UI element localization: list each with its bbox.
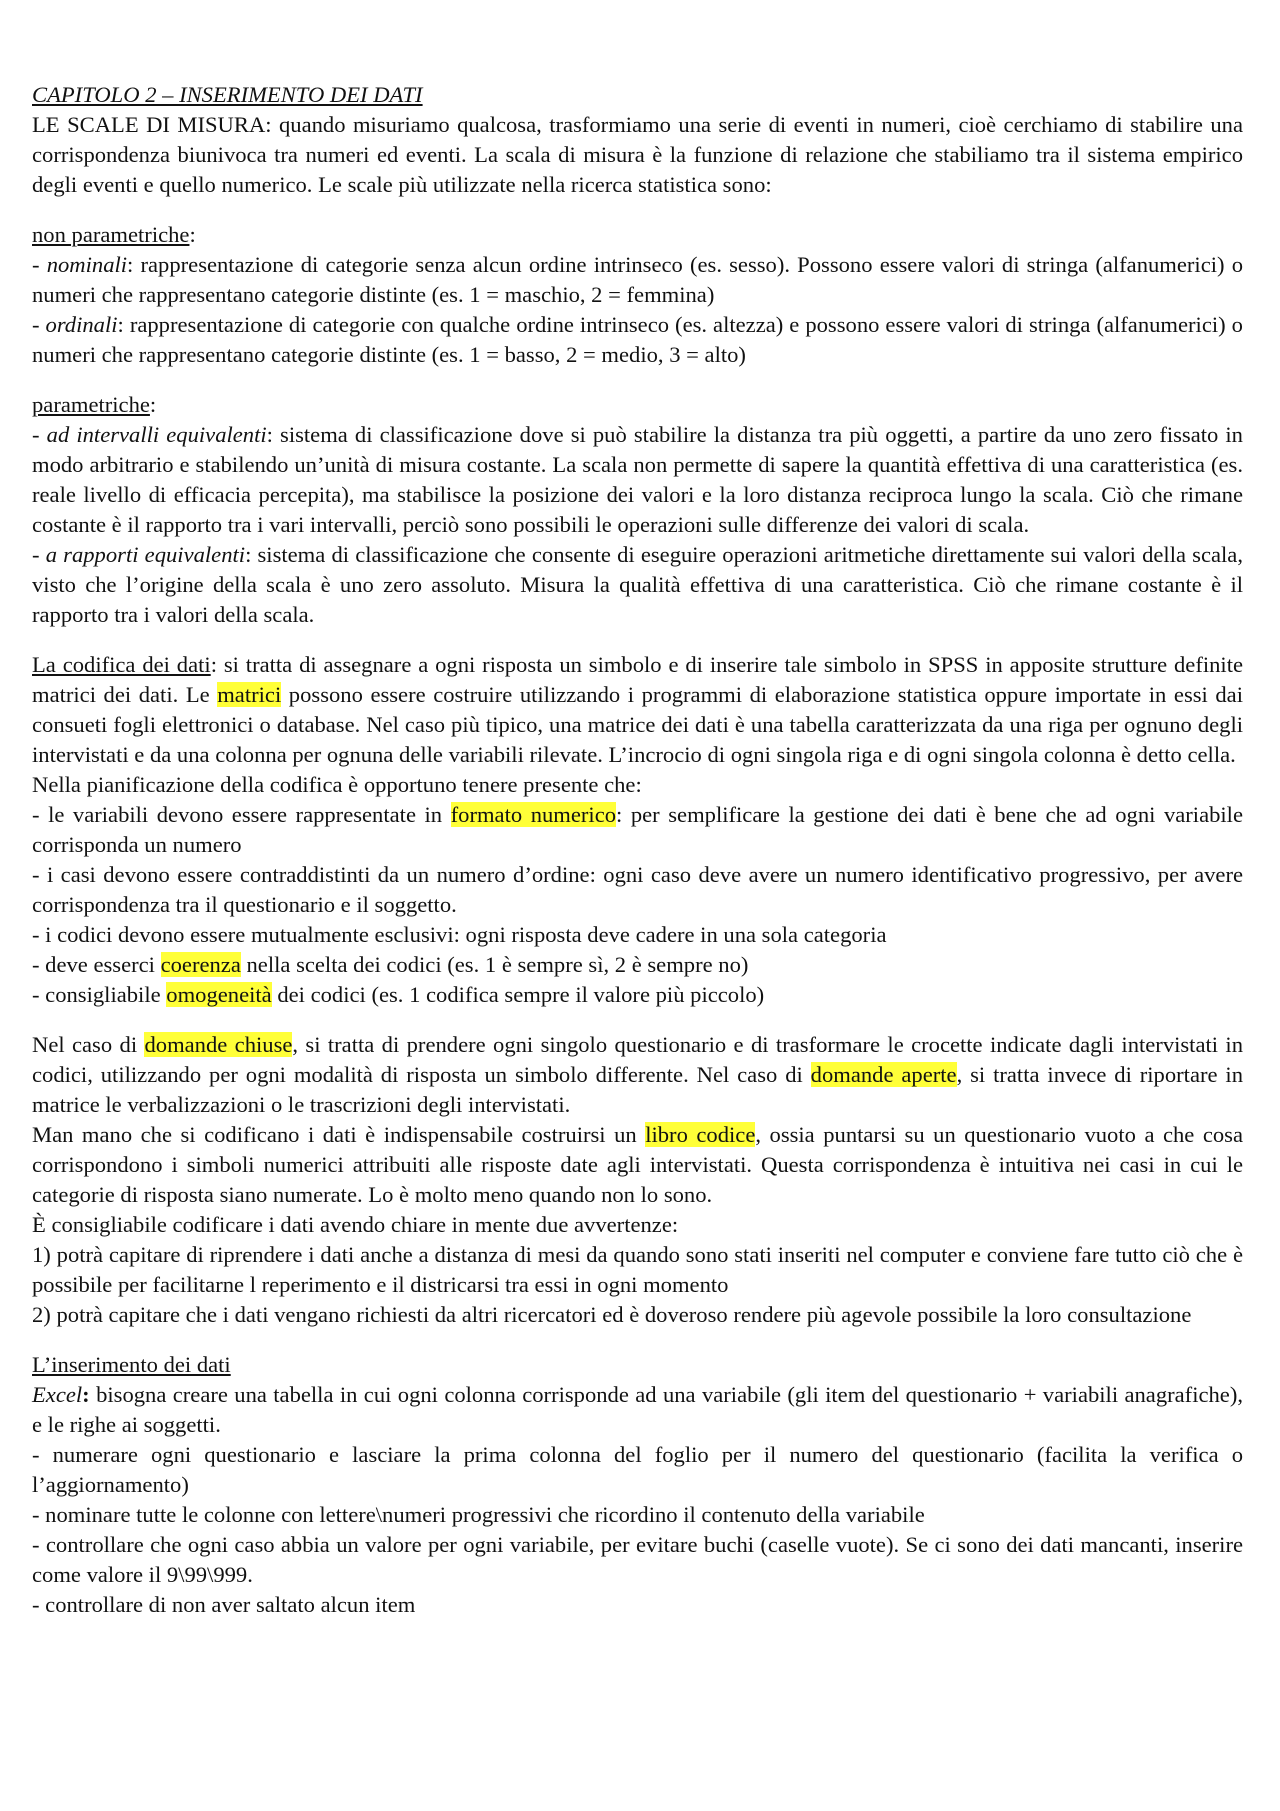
- excel-colon: :: [82, 1382, 90, 1407]
- param-heading-text: parametriche: [32, 392, 150, 417]
- ordinali-dash: -: [32, 312, 46, 337]
- param-colon: :: [149, 392, 157, 417]
- codifica-paragraph: [32, 650, 1243, 770]
- bullet-1-pre: - le variabili devono essere rappresentate in: [32, 802, 451, 827]
- inserimento-bullet-1: - numerare ogni questionario e lasciare la prima colonna del foglio per il numero del questionario (facilita la verifica o l’aggiornamento): [32, 1442, 1243, 1497]
- nominali-term: nominali: [46, 252, 128, 277]
- bullet-5-post: dei codici (es. 1 codifica sempre il valore più piccolo): [271, 982, 765, 1007]
- nonparam-heading: [32, 220, 1243, 250]
- scale-text: : quando misuriamo qualcosa, trasformiamo una serie di eventi in numeri, cioè cerchiamo di stabilire una corrispondenza biunivoca tra numeri ed eventi. La scala di misura è la funzione di relazione che stabiliamo tra il sistema empirico degli eventi e quello numerico. Le scale più utilizzate nella ricerca statistica sono:: [32, 112, 1243, 197]
- inserimento-bullet-3: - controllare che ogni caso abbia un valore per ogni variabile, per evitare buchi (caselle vuote). Se ci sono dei dati mancanti, inserire come valore il 9\99\999.: [32, 1532, 1243, 1587]
- codifica-heading: La codifica dei dati: [32, 652, 211, 677]
- excel-paragraph: [32, 1380, 1243, 1440]
- bullet-1-post: : per semplificare la gestione dei dati è bene che ad ogni variabile corrisponda un numero: [32, 802, 1243, 857]
- consigliabile-line: È consigliabile codificare i dati avendo chiare in mente due avvertenze:: [32, 1212, 679, 1237]
- nominali-text: : rappresentazione di categorie senza alcun ordine intrinseco (es. sesso). Possono essere valori di stringa (alfanumerici) o numeri che rappresentano categorie distinte (es. 1 = maschio, 2 = femmina): [32, 252, 1243, 307]
- rapporti-item: [32, 540, 1243, 630]
- intervalli-dash: -: [32, 422, 47, 447]
- libro-codice-paragraph: [32, 1120, 1243, 1210]
- inserimento-bullet-2: - nominare tutte le colonne con lettere\numeri progressivi che ricordino il contenuto della variabile: [32, 1502, 925, 1527]
- highlight-domande-chiuse: domande chiuse: [144, 1032, 293, 1057]
- highlight-formato-numerico: formato numerico: [450, 802, 617, 827]
- scale-paragraph: [32, 110, 1243, 200]
- ordinali-term: ordinali: [45, 312, 118, 337]
- intervalli-term: ad intervalli equivalenti: [46, 422, 267, 447]
- rapporti-text: : sistema di classificazione che consente di eseguire operazioni aritmetiche direttamente sui valori della scala, visto che l’origine della scala è uno zero assoluto. Misura la qualità effettiva di una caratteristica. Ciò che rimane costante è il rapporto tra i valori della scala.: [32, 542, 1243, 627]
- ordinali-text: : rappresentazione di categorie con qualche ordine intrinseco (es. altezza) e possono essere valori di stringa (alfanumerici) o numeri che rappresentano categorie distinte (es. 1 = basso, 2 = medio, 3 = alto): [32, 312, 1243, 367]
- intervalli-text: : sistema di classificazione dove si può stabilire la distanza tra più oggetti, a partire da uno zero fissato in modo arbitrario e stabilendo un’unità di misura costante. La scala non permette di sapere la quantità effettiva di una caratteristica (es. reale livello di efficacia percepita), ma stabilisce la posizione dei valori e la loro distanza reciproca lungo la scala. Ciò che rimane costante è il rapporto tra i vari intervalli, perciò sono possibili le operazioni sulle differenze dei valori di scala.: [32, 422, 1243, 537]
- highlight-domande-aperte: domande aperte: [810, 1062, 957, 1087]
- highlight-matrici: matrici: [217, 682, 282, 707]
- codifica-bullet-5: [32, 980, 1243, 1010]
- inserimento-heading: [32, 1350, 1243, 1380]
- param-heading: [32, 390, 1243, 420]
- bullet-4-pre: - deve esserci: [32, 952, 161, 977]
- codifica-bullet-4: [32, 950, 1243, 980]
- inserimento-bullet-4: - controllare di non aver saltato alcun item: [32, 1592, 416, 1617]
- inserimento-heading-text: L’inserimento dei dati: [32, 1352, 231, 1377]
- nonparam-colon: :: [189, 222, 196, 247]
- highlight-libro-codice: libro codice: [645, 1122, 756, 1147]
- codifica-text-2: possono essere costruire utilizzando i programmi di elaborazione statistica oppure importate in essi dai consueti fogli elettronici o database. Nel caso più tipico, una matrice dei dati è una tabella caratterizzata da una riga per ognuno degli intervistati e da una colonna per ognuna delle variabili rilevate. L’incrocio di ogni singola riga e di ogni singola colonna è detto cella.: [32, 682, 1243, 767]
- scale-label: LE SCALE DI MISURA: [32, 112, 266, 137]
- domande-text-3: , si tratta invece di riportare in matrice le verbalizzazioni o le trascrizioni degli intervistati.: [32, 1062, 1243, 1117]
- highlight-coerenza: coerenza: [160, 952, 241, 977]
- bullet-5-pre: - consigliabile: [32, 982, 167, 1007]
- pianificazione-line: Nella pianificazione della codifica è opportuno tenere presente che:: [32, 772, 642, 797]
- rapporti-dash: -: [32, 542, 46, 567]
- domande-paragraph: [32, 1030, 1243, 1120]
- codifica-bullet-2: - i casi devono essere contraddistinti da un numero d’ordine: ogni caso deve avere un numero identificativo progressivo, per avere corrispondenza tra il questionario e il soggetto.: [32, 862, 1243, 917]
- avvertenza-2: 2) potrà capitare che i dati vengano richiesti da altri ricercatori ed è doveroso rendere più agevole possibile la loro consultazione: [32, 1302, 1192, 1327]
- highlight-omogeneita: omogeneità: [166, 982, 272, 1007]
- avvertenza-1: 1) potrà capitare di riprendere i dati anche a distanza di mesi da quando sono stati inseriti nel computer e conviene fare tutto ciò che è possibile per facilitarne l reperimento e il districarsi tra essi in ogni momento: [32, 1242, 1243, 1297]
- nonparam-heading-text: non parametriche: [32, 222, 190, 247]
- bullet-4-post: nella scelta dei codici (es. 1 è sempre sì, 2 è sempre no): [240, 952, 749, 977]
- libro-text-2: , ossia puntarsi su un questionario vuoto a che cosa corrispondono i simboli numerici attribuiti alle risposte date agli intervistati. Questa corrispondenza è intuitiva nei casi in cui le categorie di risposta siano numerate. Lo è molto meno quando non lo sono.: [32, 1122, 1244, 1207]
- intervalli-item: [32, 420, 1243, 540]
- codifica-bullet-3: - i codici devono essere mutualmente esclusivi: ogni risposta deve cadere in una sola categoria: [32, 922, 887, 947]
- excel-text: bisogna creare una tabella in cui ogni colonna corrisponde ad una variabile (gli item del questionario + variabili anagrafiche), e le righe ai soggetti.: [32, 1382, 1243, 1437]
- libro-text-1: Man mano che si codificano i dati è indispensabile costruirsi un: [32, 1122, 646, 1147]
- domande-text-2: , si tratta di prendere ogni singolo questionario e di trasformare le crocette indicate dagli intervistati in codici, utilizzando per ogni modalità di risposta un simbolo differente. Nel caso di: [32, 1032, 1243, 1087]
- chapter-title-text: CAPITOLO 2 – INSERIMENTO DEI DATI: [32, 82, 423, 107]
- codifica-bullet-1: [32, 800, 1243, 860]
- codifica-text-1: : si tratta di assegnare a ogni risposta un simbolo e di inserire tale simbolo in SPSS in apposite strutture definite matrici dei dati. Le: [32, 652, 1243, 707]
- excel-term: Excel: [32, 1382, 83, 1407]
- rapporti-term: a rapporti equivalenti: [45, 542, 246, 567]
- nominali-dash: -: [32, 252, 47, 277]
- ordinali-item: [32, 310, 1243, 370]
- document-page: [32, 80, 1243, 1620]
- nominali-item: [32, 250, 1243, 310]
- chapter-title: [32, 80, 1243, 110]
- domande-text-1: Nel caso di: [32, 1032, 145, 1057]
